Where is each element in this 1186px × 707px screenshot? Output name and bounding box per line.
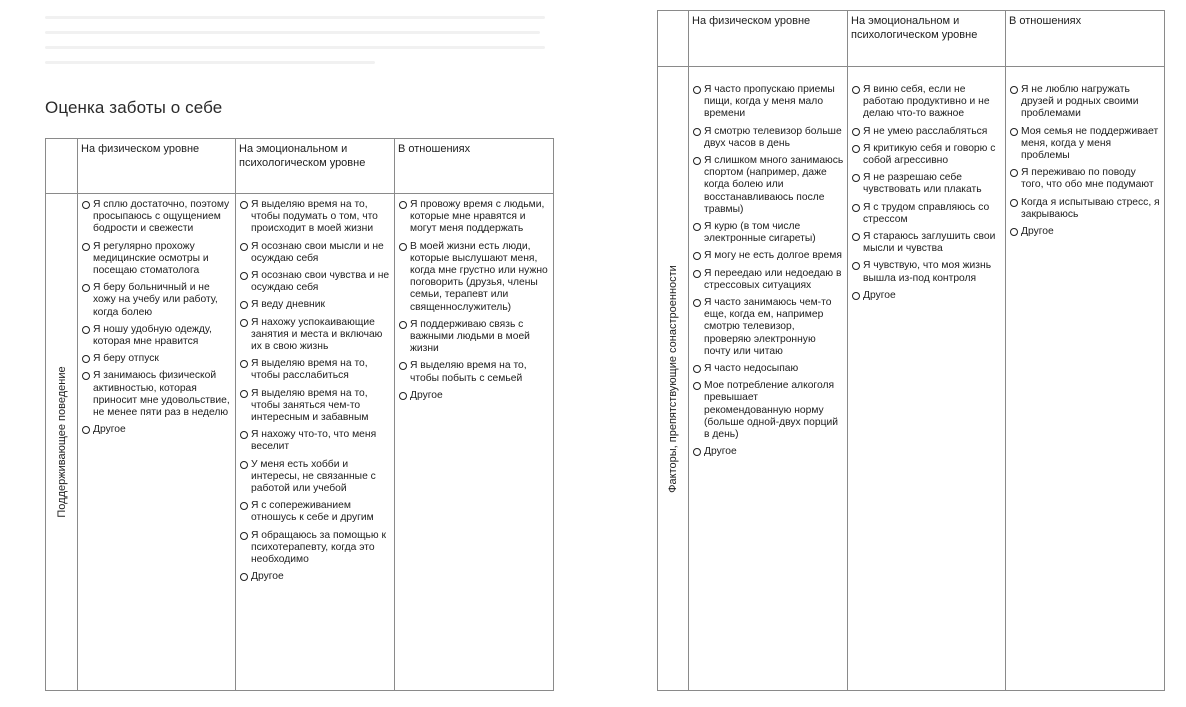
checkbox-option-other[interactable]: Другое [851, 290, 1002, 302]
checkbox-option[interactable]: Я могу не есть долгое время [692, 250, 844, 262]
self-care-table-obstacles [657, 10, 1165, 691]
right-page [593, 0, 1186, 707]
column-relations [395, 194, 554, 691]
checkbox-option[interactable]: Я нахожу что-то, что меня веселит [239, 429, 391, 453]
faded-text-line [45, 46, 545, 49]
checkbox-option[interactable]: Я не разрешаю себе чувствовать или плакать [851, 172, 1002, 196]
column-header-emotional: На эмоциональном и психологическом уровне [848, 11, 1006, 67]
checkbox-option-other[interactable]: Другое [239, 571, 391, 583]
checkbox-option-other[interactable]: Другое [398, 390, 550, 402]
column-physical [78, 194, 236, 691]
checkbox-option[interactable]: Я переживаю по поводу того, что обо мне подумают [1009, 167, 1161, 191]
checkbox-option[interactable]: Я критикую себя и говорю с собой агрессивно [851, 143, 1002, 167]
checkbox-option[interactable]: Я выделяю время на то, чтобы подумать о том, что происходит в моей жизни [239, 199, 391, 236]
checkbox-option[interactable]: Я осознаю свои чувства и не осуждаю себя [239, 270, 391, 294]
checkbox-option[interactable]: Я с сопереживанием отношусь к себе и другим [239, 500, 391, 524]
checkbox-option-other[interactable]: Другое [1009, 226, 1161, 238]
checkbox-option[interactable]: Я нахожу успокаивающие занятия и места и включаю их в свою жизнь [239, 317, 391, 354]
checkbox-option[interactable]: Я часто пропускаю приемы пищи, когда у меня мало времени [692, 84, 844, 121]
checkbox-option[interactable]: Мое потребление алкоголя превышает рекомендованную норму (больше одной-двух порций в день) [692, 380, 844, 441]
checkbox-option[interactable]: Я регулярно прохожу медицинские осмотры и посещаю стоматолога [81, 241, 232, 278]
checkbox-option[interactable]: У меня есть хобби и интересы, не связанные с работой или учебой [239, 459, 391, 496]
checkbox-option-other[interactable]: Другое [81, 424, 232, 436]
column-header-relations: В отношениях [395, 139, 554, 194]
checkbox-option[interactable]: Я переедаю или недоедаю в стрессовых ситуациях [692, 268, 844, 292]
checkbox-option[interactable]: Я провожу время с людьми, которые мне нравятся и могут меня поддержать [398, 199, 550, 236]
checkbox-option[interactable]: Я беру больничный и не хожу на учебу или работу, когда болею [81, 282, 232, 319]
checkbox-option[interactable]: Я стараюсь заглушить свои мысли и чувства [851, 231, 1002, 255]
self-care-table-supporting [45, 138, 554, 691]
row-label-cell [658, 67, 689, 691]
checkbox-option[interactable]: Я виню себя, если не работаю продуктивно и не делаю что-то важное [851, 84, 1002, 121]
row-label-cell [46, 194, 78, 691]
faded-text-line [45, 16, 545, 19]
table-corner [658, 11, 689, 67]
checkbox-option[interactable]: Я выделяю время на то, чтобы заняться чем-то интересным и забавным [239, 388, 391, 425]
column-header-physical: На физическом уровне [78, 139, 236, 194]
checkbox-option[interactable]: Я слишком много занимаюсь спортом (например, даже когда болею или восстанавливаюсь после травмы) [692, 155, 844, 216]
faded-text-line [45, 31, 540, 34]
row-label: Поддерживающее поведение [55, 366, 68, 518]
checkbox-option[interactable]: Я сплю достаточно, поэтому просыпаюсь с ощущением бодрости и свежести [81, 199, 232, 236]
checkbox-option[interactable]: Когда я испытываю стресс, я закрываюсь [1009, 197, 1161, 221]
column-relations [1006, 67, 1165, 691]
table-corner [46, 139, 78, 194]
checkbox-option[interactable]: Я часто занимаюсь чем-то еще, когда ем, например смотрю телевизор, проверяю электронную почту или читаю [692, 297, 844, 358]
page-title: Оценка заботы о себе [45, 98, 223, 117]
faded-text-line [45, 61, 375, 64]
checkbox-option[interactable]: Я выделяю время на то, чтобы расслабиться [239, 358, 391, 382]
column-header-relations: В отношениях [1006, 11, 1165, 67]
checkbox-option[interactable]: Я занимаюсь физической активностью, которая приносит мне удовольствие, не менее пяти раз в неделю [81, 370, 232, 419]
checkbox-option[interactable]: Я не умею расслабляться [851, 126, 1002, 138]
row-label: Факторы, препятствующие сонастроенности [666, 264, 679, 493]
column-physical [689, 67, 848, 691]
checkbox-option[interactable]: В моей жизни есть люди, которые выслушают меня, когда мне грустно или нужно поговорить (друзья, члены семьи, терапевт или священнослужитель) [398, 241, 550, 314]
checkbox-option[interactable]: Я чувствую, что моя жизнь вышла из-под контроля [851, 260, 1002, 284]
column-emotional [848, 67, 1006, 691]
checkbox-option[interactable]: Я выделяю время на то, чтобы побыть с семьей [398, 360, 550, 384]
checkbox-option-other[interactable]: Другое [692, 446, 844, 458]
checkbox-option[interactable]: Я не люблю нагружать друзей и родных своими проблемами [1009, 84, 1161, 121]
checkbox-option[interactable]: Я курю (в том числе электронные сигареты) [692, 221, 844, 245]
checkbox-option[interactable]: Я осознаю свои мысли и не осуждаю себя [239, 241, 391, 265]
checkbox-option[interactable]: Я поддерживаю связь с важными людьми в моей жизни [398, 319, 550, 356]
column-header-physical: На физическом уровне [689, 11, 848, 67]
checkbox-option[interactable]: Моя семья не поддерживает меня, когда у меня проблемы [1009, 126, 1161, 163]
checkbox-option[interactable]: Я ношу удобную одежду, которая мне нравится [81, 324, 232, 348]
checkbox-option[interactable]: Я беру отпуск [81, 353, 232, 365]
column-emotional [236, 194, 395, 691]
checkbox-option[interactable]: Я обращаюсь за помощью к психотерапевту, когда это необходимо [239, 530, 391, 567]
checkbox-option[interactable]: Я с трудом справляюсь со стрессом [851, 202, 1002, 226]
checkbox-option[interactable]: Я часто недосыпаю [692, 363, 844, 375]
column-header-emotional: На эмоциональном и психологическом уровне [236, 139, 395, 194]
checkbox-option[interactable]: Я веду дневник [239, 299, 391, 311]
checkbox-option[interactable]: Я смотрю телевизор больше двух часов в день [692, 126, 844, 150]
